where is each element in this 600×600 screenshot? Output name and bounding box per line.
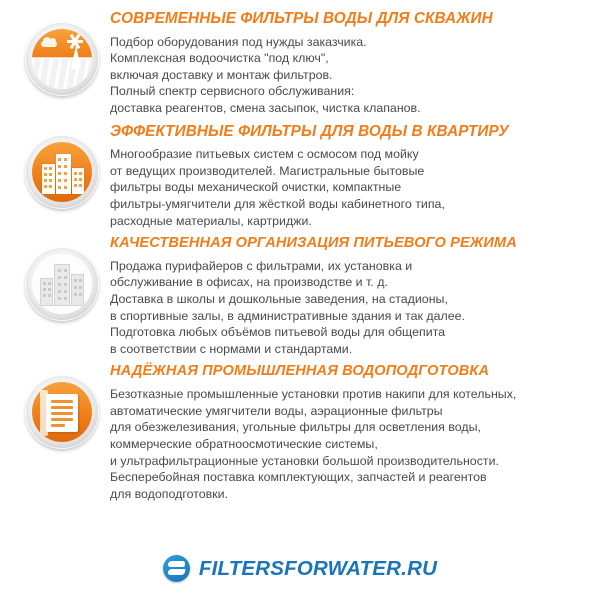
body-line: Многообразие питьевых систем с осмосом под мойку	[110, 147, 419, 162]
body-line: расходные материалы, картриджи.	[110, 213, 312, 228]
text-cell	[110, 235, 586, 357]
icon-cell	[14, 123, 110, 209]
body-line: Бесперебойная поставка комплектующих, запчастей и реагентов	[110, 470, 487, 485]
body-line: Безотказные промышленные установки против накипи для котельных,	[110, 387, 517, 402]
body-line: для обезжелезивания, угольные фильтры для осветления воды,	[110, 420, 481, 435]
body-line: в спортивные залы, в административные здания и так далее.	[110, 308, 465, 323]
body-line: Доставка в школы и дошкольные заведения, на стадионы,	[110, 292, 448, 307]
icon-cell	[14, 363, 110, 449]
body-line: обслуживание в офисах, на производстве и т. д.	[110, 275, 388, 290]
body-line: включая доставку и монтаж фильтров.	[110, 67, 333, 82]
body-line: Подбор оборудования под нужды заказчика.	[110, 34, 367, 49]
icon-cell	[14, 10, 110, 96]
section-apartment	[14, 123, 586, 230]
section-body	[110, 146, 580, 229]
body-line: в соответствии с нормами и стандартами.	[110, 341, 353, 356]
office-city-icon	[25, 247, 99, 321]
section-title: НАДЁЖНАЯ ПРОМЫШЛЕННАЯ ВОДОПОДГОТОВКА	[110, 363, 490, 380]
section-title: КАЧЕСТВЕННАЯ ОРГАНИЗАЦИЯ ПИТЬЕВОГО РЕЖИМА	[110, 235, 517, 252]
body-line: от ведущих производителей. Магистральные бытовые	[110, 163, 425, 178]
section-body	[110, 258, 580, 358]
water-wave-logo-icon	[163, 555, 190, 582]
body-line: доставка реагентов, смена засыпок, чистка клапанов.	[110, 100, 421, 115]
body-line: для водоподготовки.	[110, 486, 229, 501]
section-body	[110, 34, 580, 117]
body-line: и ультрафильтрационные установки большой производительности.	[110, 453, 499, 468]
body-line: фильтры воды механической очистки, компактные	[110, 180, 402, 195]
icon-cell	[14, 235, 110, 321]
section-industrial	[14, 363, 586, 502]
windmill-field-icon	[25, 22, 99, 96]
apartment-building-icon	[25, 135, 99, 209]
brand-name: FILTERSFORWATER.RU	[198, 556, 438, 580]
text-cell	[110, 363, 586, 502]
body-line: коммерческие обратноосмотические системы,	[110, 437, 378, 451]
text-cell	[110, 10, 586, 117]
body-line: Подготовка любых объёмов питьевой воды для общепита	[110, 325, 446, 340]
footer-brand[interactable]	[0, 555, 600, 582]
body-line: Комплексная водоочистка "под ключ",	[110, 51, 329, 66]
body-line: Продажа пурифайеров с фильтрами, их установка и	[110, 258, 413, 273]
body-line: Полный спектр сервисного обслуживания:	[110, 84, 355, 99]
body-line: фильтры-умягчители для жёсткой воды кабинетного типа,	[110, 196, 445, 211]
document-list-icon	[25, 375, 99, 449]
section-wells	[14, 10, 586, 117]
text-cell	[110, 123, 586, 230]
body-line: автоматические умягчители воды, аэрационные фильтры	[110, 403, 443, 418]
section-body	[110, 386, 580, 502]
section-title: ЭФФЕКТИВНЫЕ ФИЛЬТРЫ ДЛЯ ВОДЫ В КВАРТИРУ	[110, 122, 509, 140]
section-title: СОВРЕМЕННЫЕ ФИЛЬТРЫ ВОДЫ ДЛЯ СКВАЖИН	[110, 10, 493, 27]
section-drinking-regime	[14, 235, 586, 357]
